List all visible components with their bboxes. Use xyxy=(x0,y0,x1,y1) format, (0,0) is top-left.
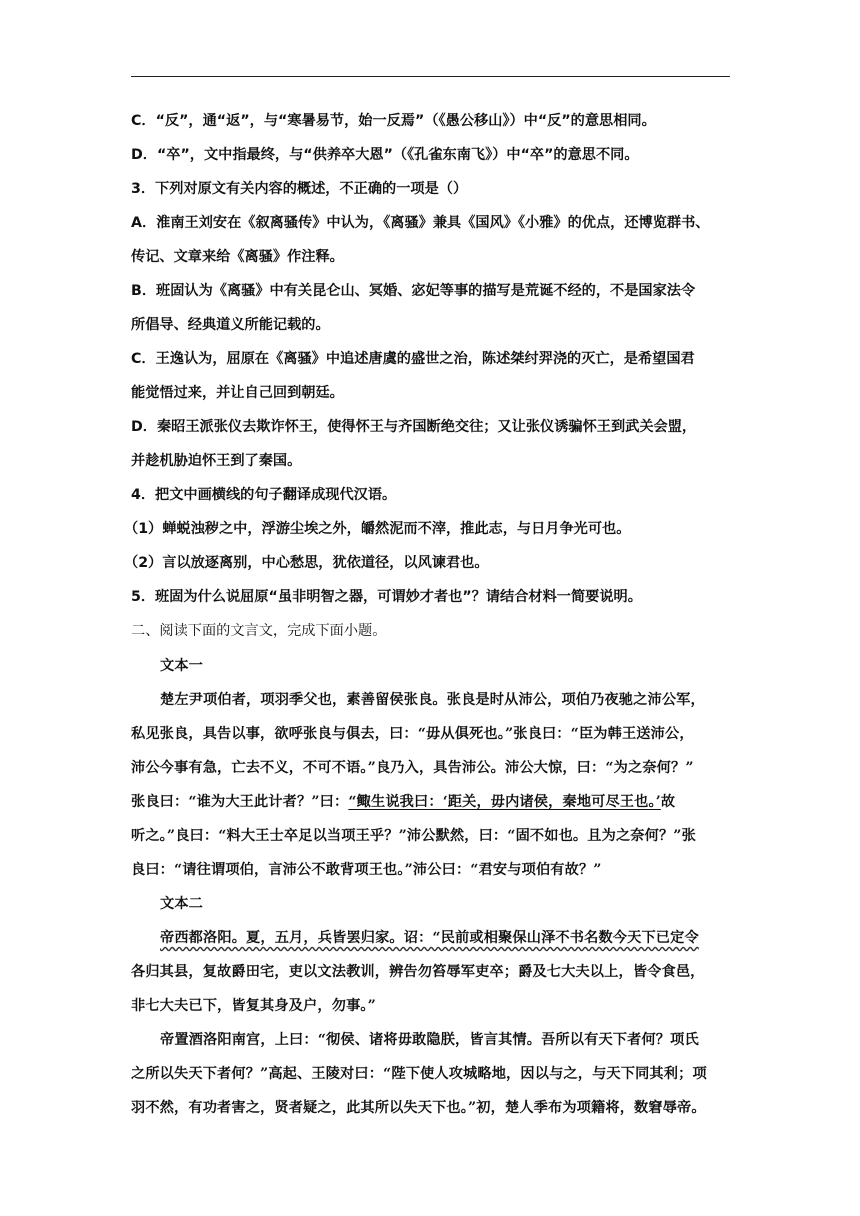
q3-option-a-cont: 传记、文章来给《离骚》作注释。 xyxy=(131,249,344,265)
text1-line: 沛公今事有急，亡去不义，不可不语。”良乃入，具告沛公。沛公大惊，曰：“为之奈何？” xyxy=(131,760,694,776)
text2-line: 之所以失天下者何？”高起、王陵对曰：“陛下使人攻城略地，因以与之，与天下同其利；项 xyxy=(131,1066,707,1082)
text2-line: 帝置酒洛阳南宫，上曰：“彻侯、诸将毋敢隐朕，皆言其情。吾所以有天下者何？项氏 xyxy=(160,1032,699,1048)
q3-option-c-cont: 能觉悟过来，并让自己回到朝廷。 xyxy=(131,385,344,401)
text1-line-start: 张良曰：“谁为大王此计者？”曰： xyxy=(131,794,349,810)
q3-option-a: A．淮南王刘安在《叙离骚传》中认为，《离骚》兼具《国风》《小雅》的优点，还博览群书、 xyxy=(131,215,710,231)
text1-line xyxy=(131,792,675,812)
q3-option-c: C．王逸认为，屈原在《离骚》中追述唐虞的盛世之治，陈述桀纣羿浇的灭亡，是希望国君 xyxy=(131,351,695,367)
q3-option-b-cont: 所倡导、经典道义所能记载的。 xyxy=(131,317,330,333)
question-5: 5．班固为什么说屈原“虽非明智之器，可谓妙才者也”？请结合材料一简要说明。 xyxy=(131,589,642,605)
text1-line-end: 故 xyxy=(660,794,676,810)
section-two-heading: 二、阅读下面的文言文，完成下面小题。 xyxy=(131,623,387,639)
text1-line: 良曰：“请往谓项伯，言沛公不敢背项王也。”沛公曰：“君安与项伯有故？” xyxy=(131,862,602,878)
text1-line: 楚左尹项伯者，项羽季父也，素善留侯张良。张良是时从沛公，项伯乃夜驰之沛公军， xyxy=(160,692,705,708)
option-d-line: D．“卒”，文中指最终，与“供养卒大恩”（《孔雀东南飞》）中“卒”的意思不同。 xyxy=(131,147,639,163)
text2-line: 各归其县，复故爵田宅，吏以文法教训，辨告勿笞辱军吏卒；爵及七大夫以上，皆令食邑， xyxy=(131,964,705,980)
text2-line: 羽不然，有功者害之，贤者疑之，此其所以失天下也。”初，楚人季布为项籍将，数窘辱帝。 xyxy=(131,1100,706,1116)
q3-option-d-cont: 并趁机胁迫怀王到了秦国。 xyxy=(131,453,302,469)
q3-option-b: B．班固认为《离骚》中有关昆仑山、冥婚、宓妃等事的描写是荒诞不经的，不是国家法令 xyxy=(131,283,696,299)
header-rule xyxy=(131,76,730,77)
text1-line: 私见张良，具告以事，欲呼张良与俱去，曰：“毋从俱死也。”张良曰：“臣为韩王送沛公， xyxy=(131,726,694,742)
q4-sentence-1: （1）蝉蜕浊秽之中，浮游尘埃之外，皭然泥而不滓，推此志，与日月争光可也。 xyxy=(124,521,631,537)
q4-sentence-2: （2）言以放逐离别，中心愁思，犹依道径，以风谏君也。 xyxy=(124,555,489,571)
text1-line: 听之。”良曰：“料大王士卒足以当项王乎？”沛公默然，曰：“固不如也。且为之奈何？”张 xyxy=(131,828,696,844)
q3-option-d: D．秦昭王派张仪去欺诈怀王，使得怀王与齐国断绝交往；又让张仪诱骗怀王到武关会盟， xyxy=(131,419,697,435)
question-4: 4．把文中画横线的句子翻译成现代汉语。 xyxy=(131,487,397,503)
underlined-sentence: “鲰生说我曰：‘距关，毋内诸侯，秦地可尽王也。’ xyxy=(348,794,661,810)
text1-heading: 文本一 xyxy=(160,658,204,674)
option-c-line: C．“反”，通“返”，与“寒暑易节，始一反焉”（《愚公移山》）中“反”的意思相同。 xyxy=(131,113,656,129)
text2-line: 非七大夫已下，皆复其身及户，勿事。” xyxy=(131,998,376,1014)
question-3: 3．下列对原文有关内容的概述，不正确的一项是（） xyxy=(131,181,468,197)
text2-line-wavy: 帝西都洛阳。夏，五月，兵皆罢归家。诏：“民前或相聚保山泽不书名数今天下已定令 xyxy=(160,930,699,946)
text2-heading: 文本二 xyxy=(160,896,204,912)
